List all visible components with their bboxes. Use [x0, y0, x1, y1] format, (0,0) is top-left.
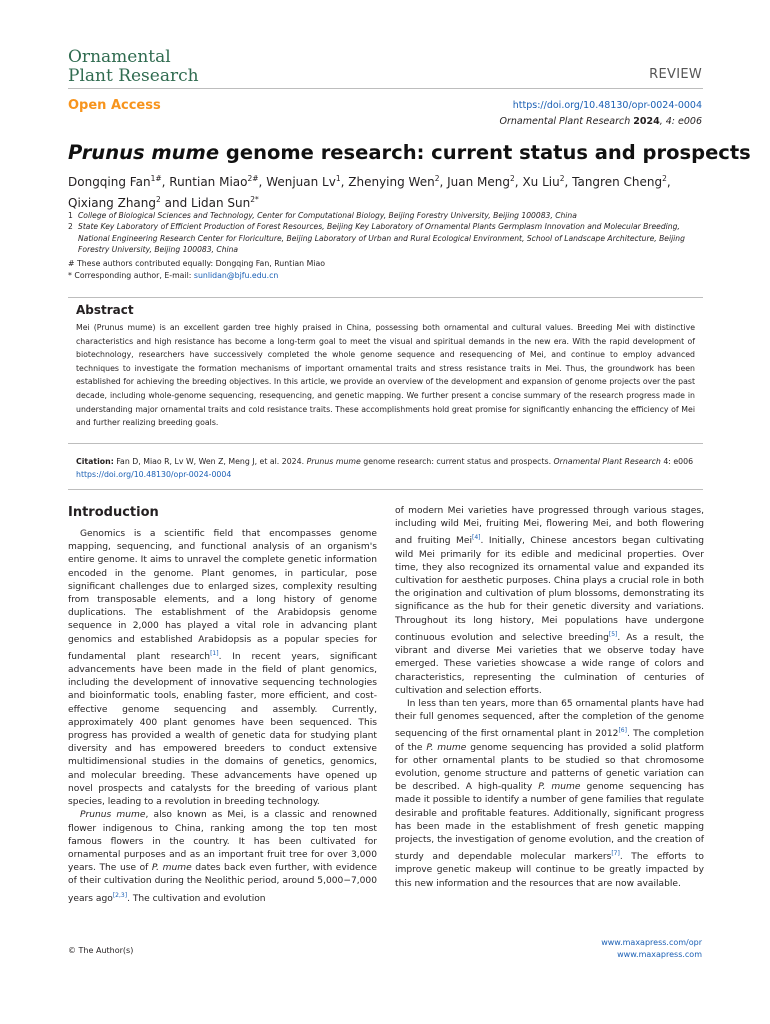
journal-year: 2024: [633, 116, 660, 127]
journal-name: Ornamental Plant Research: [499, 116, 631, 127]
journal-url-link[interactable]: www.maxapress.com/opr: [601, 938, 702, 947]
corresponding-prefix: * Corresponding author, E-mail:: [68, 270, 194, 280]
citation-journal: Ornamental Plant Research: [553, 457, 661, 466]
author-affiliation-marker: 2#: [247, 174, 259, 183]
author-affiliation-marker: 2: [156, 195, 161, 204]
doi-link[interactable]: https://doi.org/10.48130/opr-0024-0004: [512, 100, 702, 111]
body-paragraph: Prunus mume, also known as Mei, is a classic and renowned flower indigenous to China, ranking among the top ten most famous flowers in the country. It has been cultivated for ornamental purposes and as an important fruit tree for over 3,000 years. The use of P. mume dates back even further, with evidence of their cultivation during the Neolithic period, around 5,000−7,000 years ago[2,3]. The cultivation and evolution: [68, 810, 377, 904]
reference-marker[interactable]: [1]: [210, 649, 219, 657]
publisher-url-link[interactable]: www.maxapress.com: [617, 949, 702, 959]
author-name: Tangren Cheng$^2$: [572, 174, 667, 189]
author-name: Zhenying Wen$^2$: [348, 174, 440, 189]
title-rest: genome research: current status and prospects: [219, 141, 751, 164]
author-name: Dongqing Fan$^{1\#}$: [68, 174, 162, 189]
author-name: Lidan Sun$^{2*}$: [191, 195, 259, 210]
abstract-heading: Abstract: [76, 303, 134, 317]
reference-marker[interactable]: [6]: [618, 727, 627, 735]
equal-contribution-note: # These authors contributed equally: Dongqing Fan, Runtian Miao: [68, 259, 326, 268]
author-name: Qixiang Zhang$^2$: [68, 195, 161, 210]
introduction-heading: Introduction: [68, 505, 159, 520]
affiliation-1: [68, 210, 708, 221]
citation: [76, 455, 695, 481]
affiliation-number: 2: [68, 222, 73, 232]
author-affiliation-marker: 1: [335, 174, 341, 183]
reference-marker[interactable]: [2,3]: [112, 891, 128, 899]
author-affiliation-marker: 2: [510, 174, 515, 183]
author-name: Xu Liu$^2$: [522, 174, 565, 189]
logo-line-1: Ornamental: [68, 47, 171, 67]
title-species: Prunus mume: [68, 141, 220, 164]
citation-divider: [68, 489, 703, 490]
journal-volume: , 4: e006: [659, 116, 702, 127]
journal-logo: [68, 48, 199, 86]
affiliation-number: 1: [68, 211, 73, 220]
affiliation-text: College of Biological Sciences and Technology, Center for Computational Biology, Beijing Forestry University, Beijing 100083, China: [78, 211, 577, 220]
body-paragraph: In less than ten years, more than 65 ornamental plants have had their full genomes sequenced, after the completion of the genome sequencing of the first ornamental plant in 2012[6]. The completion of the P. mume genome sequencing has provided a solid platform for other ornamental plants to be studied so that chromosome evolution, genome structure and patterns of genetic variation can be described. A high-quality P. mume genome sequencing has made it possible to identify a number of gene families that regulate desirable and profitable features. Additionally, significant progress has been made in the establishment of fresh genetic mapping projects, the investigation of genome evolution, and the creation of sturdy and dependable molecular markers[7]. The efforts to improve genetic makeup will continue to be greatly impacted by this new information and the resources that are now available.: [395, 698, 705, 889]
body-paragraph: of modern Mei varieties have progressed through various stages, including wild Mei, fruiting Mei, flowering Mei, and both flowering and fruiting Mei[4]. Initially, Chinese ancestors began cultivating wild Mei primarily for its edible and medicinal properties. Over time, they also recognized its ornamental value and expanded its cultivation for aesthetic purposes. China plays a crucial role in both the origination and cultivation of plum blossoms, demonstrating its significance as the hub for their genetic diversity and variations. Throughout its long history, Mei populations have undergone continuous evolution and selective breeding[5]. As a result, the vibrant and diverse Mei varieties that we observe today have emerged. These varieties showcase a wide range of colors and characteristics, representing the culmination of centuries of cultivation and selection efforts.: [395, 506, 705, 696]
affiliation-text: State Key Laboratory of Efficient Production of Forest Resources, Beijing Key Laboratory of Ornamental Plants Germplasm Innovation and Molecular Breeding, National Engineering Research Center for Floriculture, Beijing Laboratory of Urban and Rural Ecological Environment, School of Landscape Architecture, Beijing Forestry University, Beijing 100083, China: [78, 222, 685, 254]
article-title: [68, 141, 751, 164]
reference-marker[interactable]: [4]: [471, 534, 481, 542]
citation-authors: Fan D, Miao R, Lv W, Wen Z, Meng J, et al. 2024.: [113, 457, 307, 466]
author-affiliation-marker: 2: [559, 174, 565, 183]
reference-marker[interactable]: [5]: [608, 630, 618, 638]
body-paragraph: Genomics is a scientific field that encompasses genome mapping, sequencing, and functional analysis of an organism's entire genome. It aims to unravel the complete genetic information encoded in the genome. Plant genomes, in particular, pose significant challenges due to enlarged sizes, complexity resulting from transposable elements, and a long history of genome duplications. The establishment of the Arabidopsis genome sequence in 2,000 has played a vital role in advancing plant genomics and established Arabidopsis as a popular species for fundamental plant research[1]. In recent years, significant advancements have been made in the field of plant genomics, including the development of innovative sequencing technologies and bioinformatic tools, enabling faster, more efficient, and cost-effective genome sequencing and assembly. Currently, approximately 400 plant genomes have been sequenced. This progress has provided a wealth of genetic data for studying plant diversity and has empowered breeders to conduct extensive multidimensional studies in the domains of genetics, genomics, and molecular breeding. These advancements have opened up novel prospects and catalysts for the breeding of various plant species, leading to a revolution in breeding technology.: [68, 529, 377, 808]
affiliation-2: [68, 221, 708, 255]
open-access-label: Open Access: [68, 98, 161, 113]
logo-line-2: Plant Research: [68, 66, 199, 86]
reference-marker[interactable]: [7]: [611, 850, 620, 858]
author-affiliation-marker: 1#: [150, 174, 162, 183]
citation-doi-link[interactable]: https://doi.org/10.48130/opr-0024-0004: [76, 470, 232, 479]
author-notes: [68, 258, 708, 281]
author-name: Runtian Miao$^{2\#}$: [169, 174, 259, 189]
corresponding-author-note: [68, 270, 708, 282]
citation-label: Citation:: [76, 457, 114, 466]
citation-volume: 4: e006: [660, 457, 694, 466]
citation-title: genome research: current status and prospects.: [360, 457, 554, 466]
abstract-text: Mei (Prunus mume) is an excellent garden tree highly praised in China, possessing both ornamental and cultural values. Breeding Mei with distinctive characteristics and high resistance has become a long-term goal to meet the visual and spiritual demands in the new era. With the rapid development of biotechnology, researchers have successively completed the whole genome sequence and resequencing of Mei, and continue to employ advanced techniques to investigate the formation mechanisms of important ornamental traits and stress resistance traits in Mei. Thus, the groundwork has been established for achieving the breeding objectives. In this article, we provide an overview of the development and expansion of genome projects over the past decade, including whole-genome sequencing, resequencing, and genetic mapping. We further present a concise summary of the research progress made in understanding major ornamental traits and cold resistance traits. These accomplishments hold great promise for significantly enhancing the efficiency of Mei and further realizing breeding goals.: [76, 323, 695, 428]
article-type: REVIEW: [649, 67, 702, 82]
email-link[interactable]: sunlidan@bjfu.edu.cn: [193, 270, 279, 280]
author-affiliation-marker: 2*: [250, 195, 259, 204]
journal-reference: [500, 116, 703, 127]
body-column-right: [395, 505, 704, 891]
author-name: Juan Meng$^2$: [447, 174, 515, 189]
author-affiliation-marker: 2: [662, 174, 667, 183]
author-list: Dongqing Fan$^{1\#}$, Runtian Miao$^{2\#}$, Wenjuan Lv$^1$, Zhenying Wen$^2$, Juan Meng$^2$, Xu Liu$^2$, Tangren Cheng$^2$, Qixiang Zhang$^2$ and Lidan Sun$^{2*}$: [68, 174, 671, 210]
affiliations: [68, 210, 708, 255]
header-divider: [68, 88, 703, 89]
copyright-notice: © The Author(s): [68, 946, 134, 955]
abstract-divider: [68, 443, 703, 444]
body-column-left: [68, 528, 377, 906]
author-name: Wenjuan Lv$^1$: [266, 174, 341, 189]
footer-links: [601, 937, 702, 960]
author-affiliation-marker: 2: [434, 174, 440, 183]
citation-species: Prunus mume: [306, 457, 361, 466]
